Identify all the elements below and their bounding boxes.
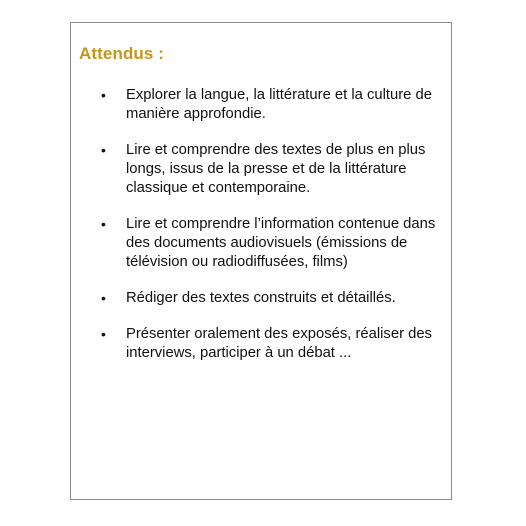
list-item xyxy=(101,141,446,198)
bullet-icon: • xyxy=(101,142,106,158)
expectations-list xyxy=(101,86,446,380)
list-item-text: Lire et comprendre l’information contenue dans des documents audiovisuels (émissions de télévision ou radiodiffusées, films) xyxy=(126,216,436,270)
bullet-icon: • xyxy=(101,290,106,306)
bullet-icon: • xyxy=(101,87,106,103)
list-item-text: Présenter oralement des exposés, réaliser des interviews, participer à un débat ... xyxy=(126,326,432,361)
section-title: Attendus : xyxy=(79,44,165,63)
bullet-icon: • xyxy=(101,216,106,232)
list-item-text: Lire et comprendre des textes de plus en plus longs, issus de la presse et de la littérature classique et contemporaine. xyxy=(126,142,426,196)
list-item-text: Rédiger des textes construits et détaillés. xyxy=(126,290,396,306)
list-item-text: Explorer la langue, la littérature et la culture de manière approfondie. xyxy=(126,87,432,122)
list-item xyxy=(101,86,446,124)
list-item xyxy=(101,325,446,363)
list-item xyxy=(101,289,446,308)
bullet-icon: • xyxy=(101,326,106,342)
list-item xyxy=(101,215,446,272)
expectations-card xyxy=(70,22,452,500)
